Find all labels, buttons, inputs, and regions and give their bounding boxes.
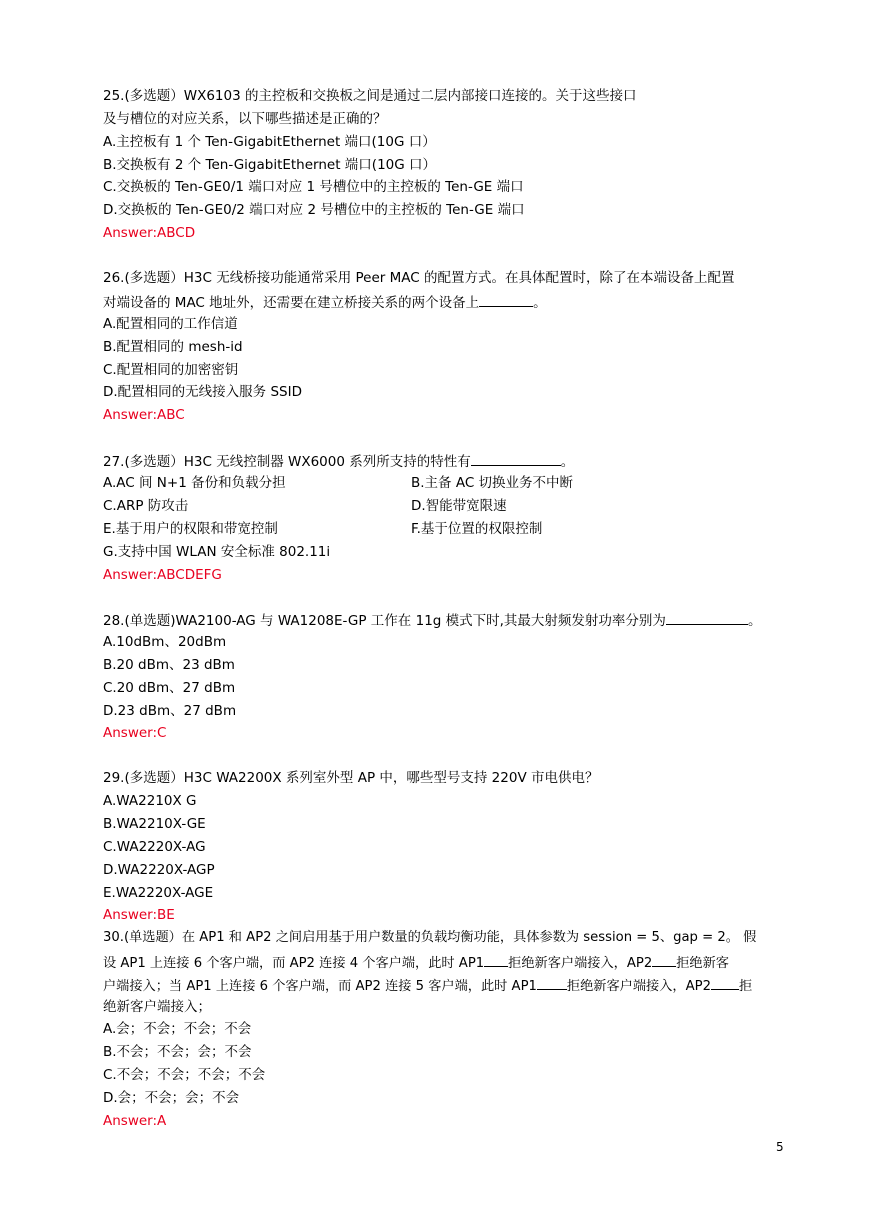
q27-fill-blank — [471, 451, 561, 466]
q30-answer: Answer:A — [103, 1113, 167, 1129]
q26-option-a: A.配置相同的工作信道 — [103, 316, 238, 332]
q27-option-a: A.AC 间 N+1 备份和负载分担 — [103, 475, 286, 491]
q28-answer: Answer:C — [103, 725, 167, 741]
q30-line3-text-b: 拒绝新客户端接入，AP2 — [566, 979, 711, 994]
q26-option-b: B.配置相同的 mesh-id — [103, 339, 243, 355]
q27-option-e: E.基于用户的权限和带宽控制 — [103, 521, 278, 537]
q30-fill-blank-1 — [484, 952, 508, 967]
q30-fill-blank-3 — [537, 975, 567, 990]
q30-line3-text-a: 户端接入；当 AP1 上连接 6 个客户端，而 AP2 连接 5 客户端，此时 AP1 — [103, 979, 537, 994]
q28-option-c: C.20 dBm、27 dBm — [103, 680, 236, 696]
q29-option-a: A.WA2210X G — [103, 793, 197, 809]
q27-option-b: B.主备 AC 切换业务不中断 — [411, 475, 574, 491]
q25-option-b: B.交换板有 2 个 Ten-GigabitEthernet 端口(10G 口） — [103, 157, 437, 173]
q28-stem-text: 28.(单选题)WA2100-AG 与 WA1208E-GP 工作在 11g 模式下时,其最大射频发射功率分别为 — [103, 613, 666, 629]
q25-stem-line2: 及与槽位的对应关系，以下哪些描述是正确的？ — [103, 111, 387, 127]
q26-stem-line2-text: 对端设备的 MAC 地址外，还需要在建立桥接关系的两个设备上 — [103, 295, 480, 311]
q28-stem-end: 。 — [747, 613, 762, 629]
q25-answer: Answer:ABCD — [103, 225, 196, 241]
q30-stem-line4: 绝新客户端接入； — [103, 999, 211, 1015]
q30-line2-text-c: 拒绝新客 — [676, 956, 729, 971]
q29-stem-line1: 29.(多选题）H3C WA2200X 系列室外型 AP 中，哪些型号支持 220V 市电供电？ — [103, 770, 599, 786]
q30-option-b: B.不会；不会；会；不会 — [103, 1044, 252, 1060]
q28-stem-line1 — [103, 610, 761, 630]
q30-stem-line1: 30.(单选题）在 AP1 和 AP2 之间启用基于用户数量的负载均衡功能，具体参数为 session = 5、gap = 2。 假 — [103, 930, 757, 945]
q30-line2-text-a: 设 AP1 上连接 6 个客户端，而 AP2 连接 4 个客户端，此时 AP1 — [103, 956, 485, 971]
q26-option-d: D.配置相同的无线接入服务 SSID — [103, 384, 302, 400]
q29-option-e: E.WA2220X-AGE — [103, 885, 214, 901]
q25-stem-line1: 25.(多选题）WX6103 的主控板和交换板之间是通过二层内部接口连接的。关于这些接口 — [103, 88, 637, 104]
q27-option-g: G.支持中国 WLAN 安全标准 802.11i — [103, 544, 331, 560]
q28-option-a: A.10dBm、20dBm — [103, 634, 227, 650]
q29-option-d: D.WA2220X-AGP — [103, 862, 215, 878]
q27-option-f: F.基于位置的权限控制 — [411, 521, 543, 537]
q30-fill-blank-4 — [711, 975, 739, 990]
q30-line2-text-b: 拒绝新客户端接入，AP2 — [508, 956, 653, 971]
q30-stem-line2 — [103, 952, 729, 973]
q25-option-a: A.主控板有 1 个 Ten-GigabitEthernet 端口(10G 口） — [103, 134, 436, 150]
q29-option-c: C.WA2220X-AG — [103, 839, 206, 855]
q29-option-b: B.WA2210X-GE — [103, 816, 206, 832]
q30-line3-text-c: 拒 — [738, 979, 753, 994]
q26-stem-line2-end: 。 — [533, 295, 547, 311]
q27-option-d: D.智能带宽限速 — [411, 498, 507, 514]
q27-option-c: C.ARP 防攻击 — [103, 498, 189, 514]
q27-stem-end: 。 — [560, 454, 575, 470]
page-number: 5 — [776, 1140, 784, 1154]
q30-option-c: C.不会；不会；不会；不会 — [103, 1067, 266, 1083]
q26-answer: Answer:ABC — [103, 407, 185, 423]
q28-option-b: B.20 dBm、23 dBm — [103, 657, 235, 673]
q30-fill-blank-2 — [652, 952, 676, 967]
q26-stem-line2 — [103, 292, 547, 312]
q30-option-a: A.会；不会；不会；不会 — [103, 1021, 252, 1037]
q30-stem-line3 — [103, 975, 752, 996]
q27-stem-text: 27.(多选题）H3C 无线控制器 WX6000 系列所支持的特性有 — [103, 454, 471, 470]
q25-option-c: C.交换板的 Ten-GE0/1 端口对应 1 号槽位中的主控板的 Ten-GE 端口 — [103, 179, 524, 195]
q25-option-d: D.交换板的 Ten-GE0/2 端口对应 2 号槽位中的主控板的 Ten-GE 端口 — [103, 202, 525, 218]
q26-stem-line1: 26.(多选题）H3C 无线桥接功能通常采用 Peer MAC 的配置方式。在具体配置时，除了在本端设备上配置 — [103, 270, 735, 286]
q26-fill-blank — [479, 292, 533, 307]
q28-option-d: D.23 dBm、27 dBm — [103, 703, 237, 719]
q30-option-d: D.会；不会；会；不会 — [103, 1090, 240, 1106]
q28-fill-blank — [666, 610, 748, 625]
q29-answer: Answer:BE — [103, 907, 175, 923]
q27-stem-line1 — [103, 451, 574, 471]
q26-option-c: C.配置相同的加密密钥 — [103, 362, 239, 378]
q27-answer: Answer:ABCDEFG — [103, 567, 222, 583]
